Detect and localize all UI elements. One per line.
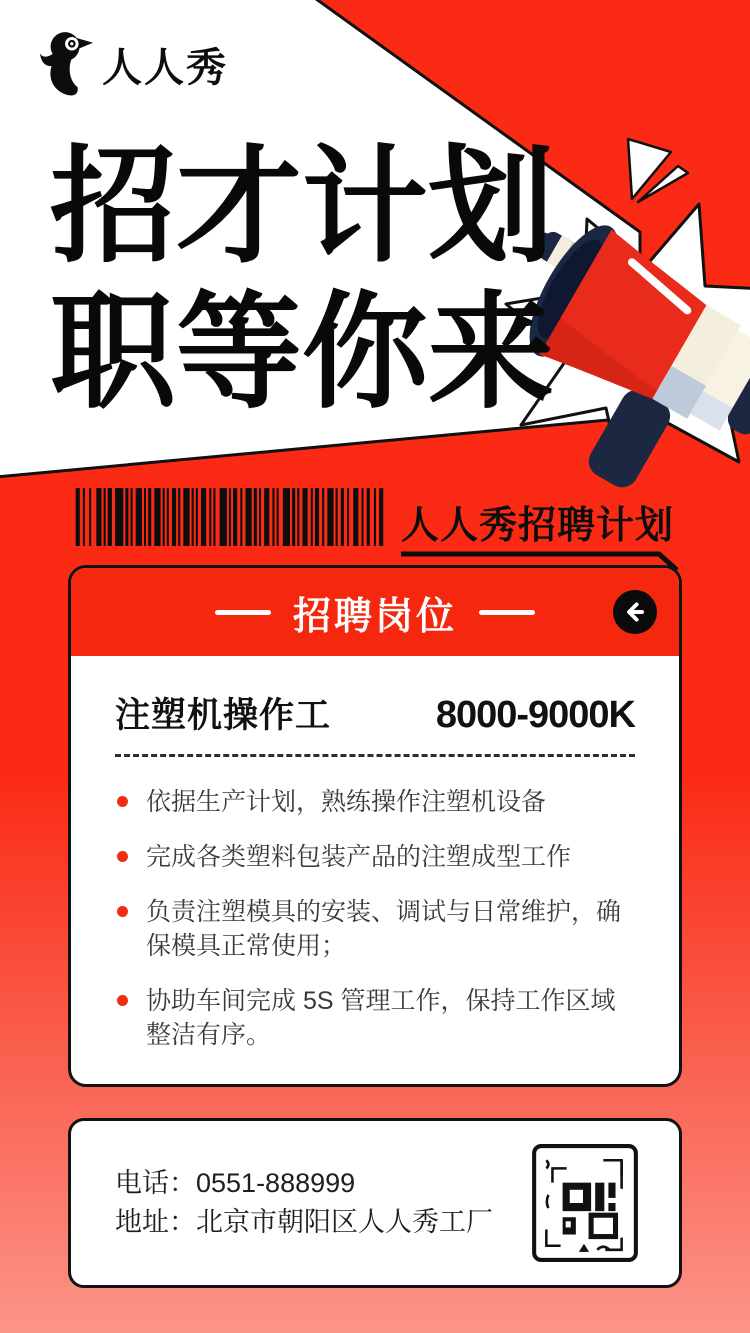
contact-lines bbox=[115, 1164, 493, 1242]
qr-code-icon bbox=[531, 1144, 639, 1262]
job-salary: 8000-9000K bbox=[435, 694, 635, 736]
brand-name: 人人秀 bbox=[102, 45, 228, 90]
campaign-banner bbox=[75, 488, 686, 573]
bird-icon bbox=[40, 30, 94, 98]
hero-title-line1: 招才计划 bbox=[50, 136, 554, 277]
bullet-dot-icon bbox=[117, 851, 128, 862]
header-dash-right bbox=[479, 610, 535, 615]
hero-title-line2: 职等你来 bbox=[50, 282, 554, 423]
job-card-title: 招聘岗位 bbox=[292, 595, 457, 638]
contact-address: 地址：北京市朝阳区人人秀工厂 bbox=[115, 1207, 493, 1237]
job-card-header bbox=[71, 568, 679, 656]
left-arrow-icon bbox=[622, 599, 648, 625]
duty-list bbox=[115, 785, 635, 1052]
paper-dart-icon bbox=[628, 139, 688, 202]
job-card bbox=[68, 565, 682, 1087]
dashed-divider bbox=[115, 754, 635, 757]
barcode-icon bbox=[75, 488, 387, 546]
duty-item bbox=[115, 785, 635, 819]
duty-text: 完成各类塑料包装产品的注塑成型工作 bbox=[146, 843, 572, 871]
duty-text: 依据生产计划，熟练操作注塑机设备 bbox=[146, 788, 547, 816]
banner-label: 人人秀招聘计划 bbox=[401, 505, 675, 547]
job-card-body bbox=[71, 656, 679, 1052]
job-title-row bbox=[115, 688, 635, 738]
duty-text: 协助车间完成 5S 管理工作，保持工作区域整洁有序。 bbox=[146, 987, 616, 1049]
hero-title bbox=[50, 134, 554, 426]
bullet-dot-icon bbox=[117, 906, 128, 917]
contact-phone: 电话：0551-888999 bbox=[115, 1168, 356, 1198]
duty-item bbox=[115, 895, 635, 963]
back-button[interactable] bbox=[613, 590, 657, 634]
bullet-dot-icon bbox=[117, 796, 128, 807]
bullet-dot-icon bbox=[117, 995, 128, 1006]
header-dash-left bbox=[215, 610, 271, 615]
duty-text: 负责注塑模具的安装、调试与日常维护，确保模具正常使用； bbox=[146, 898, 622, 960]
duty-item bbox=[115, 840, 635, 874]
job-title: 注塑机操作工 bbox=[115, 696, 332, 735]
brand-logo bbox=[40, 30, 228, 98]
duty-item bbox=[115, 984, 635, 1052]
contact-card bbox=[68, 1118, 682, 1288]
